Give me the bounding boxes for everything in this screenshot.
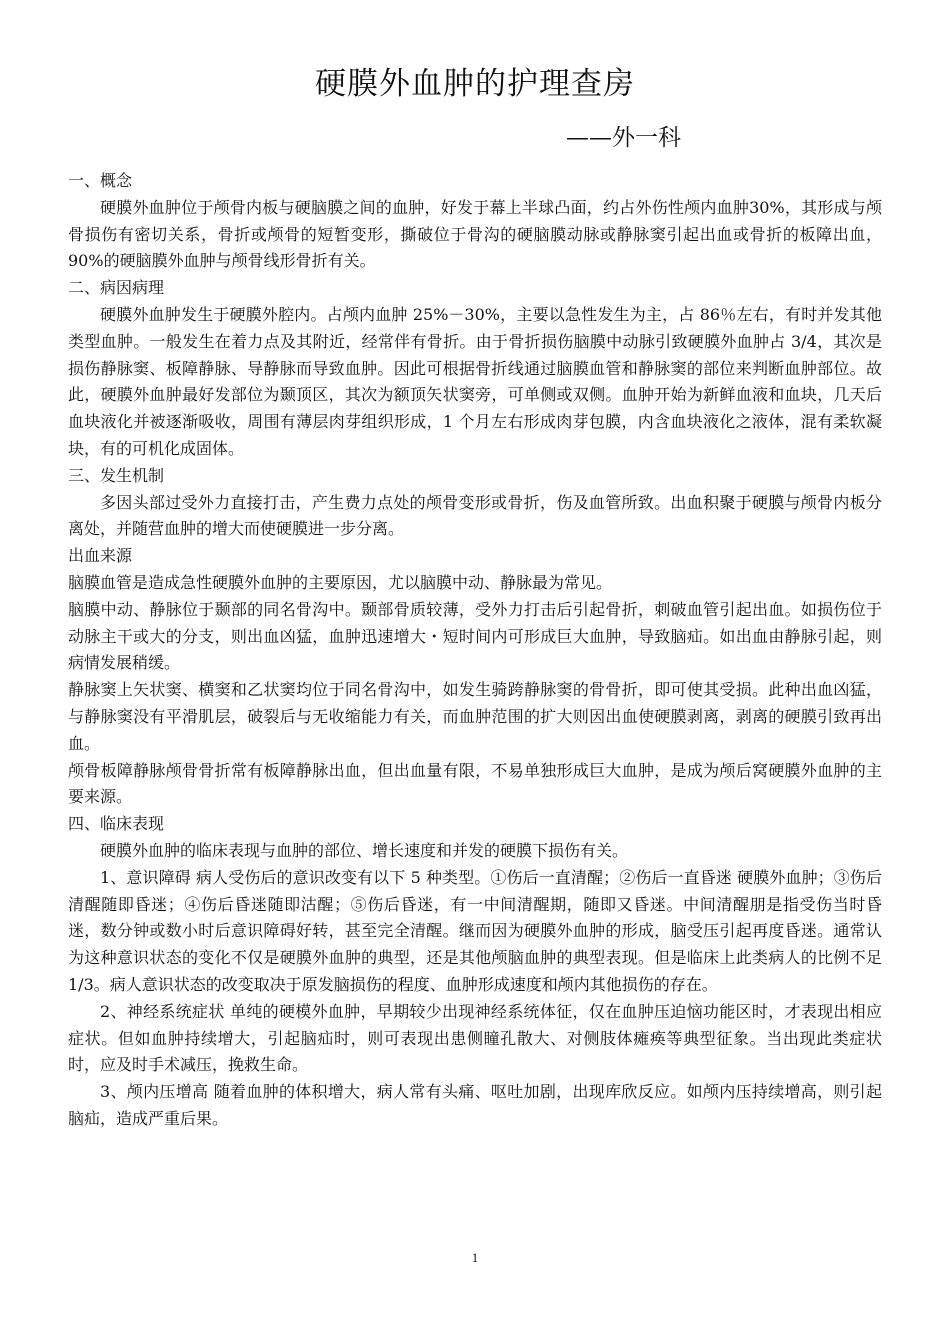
paragraph: 3、颅内压增高 随着血肿的体积增大，病人常有头痛、呕吐加剧，出现库欣反应。如颅内压持续增高，则引起脑疝，造成严重后果。 [68, 1082, 882, 1128]
section-heading: 一、概念 [68, 171, 133, 190]
paragraph: 静脉窦上矢状窦、横窦和乙状窦均位于同名骨沟中，如发生骑跨静脉窦的骨骨折，即可使其受损。此种出血凶猛，与静脉窦没有平滑肌层，破裂后与无收缩能力有关，而血肿范围的扩大则因出血使硬膜剥离，剥离的硬膜引致再出血。 [68, 680, 882, 753]
paragraph: 硬膜外血肿发生于硬膜外腔内。占颅内血肿 25%－30%，主要以急性发生为主，占 86％左右，有时并发其他类型血肿。一般发生在着力点及其附近，经常伴有骨折。由于骨折损伤脑膜中动脉引致硬膜外血肿占 3/4，其次是损伤静脉窦、板障静脉、导静脉而导致血肿。因此可根据骨折线通过脑膜血管和静脉窦的部位来判断血肿部位。故此，硬膜外血肿最好发部位为颞顶区，其次为额顶矢状窦旁，可单侧或双侧。血肿开始为新鲜血液和血块，几天后血块液化并被逐渐吸收，周围有薄层肉芽组织形成，1 个月左右形成肉芽包膜，内含血块液化之液体，混有柔软凝块，有的可机化成固体。 [68, 304, 882, 458]
document-subtitle: ——外一科 [566, 125, 681, 151]
paragraph: 多因头部过受外力直接打击，产生费力点处的颅骨变形或骨折，伤及血管所致。出血积聚于硬膜与颅骨内板分离处，并随营血肿的增大而使硬膜进一步分离。 [68, 492, 882, 539]
page-number: 1 [471, 1250, 479, 1265]
section-heading: 四、临床表现 [68, 814, 165, 834]
paragraph: 硬膜外血肿的临床表现与血肿的部位、增长速度和并发的硬膜下损伤有关。 [100, 840, 629, 860]
section-heading: 二、病因病理 [68, 278, 165, 298]
paragraph: 脑膜中动、静脉位于颞部的同名骨沟中。颞部骨质较薄，受外力打击后引起骨折，刺破血管引起出血。如损伤位于动脉主干或大的分支，则出血凶猛，血肿迅速增大・短时间内可形成巨大血肿，导致脑疝。如出血由静脉引起，则病情发展稍缓。 [68, 599, 882, 673]
section-heading: 三、发生机制 [68, 465, 165, 485]
paragraph: 2、神经系统症状 单纯的硬模外血肿，早期较少出现神经系统体征，仅在血肿压迫恼功能区时，才表现出相应症状。但如血肿持续增大，引起脑疝时，则可表现出患侧瞳孔散大、对侧肢体瘫痪等典型征象。当出现此类症状时，应及时手术减压，挽救生命。 [68, 1001, 882, 1075]
document-body [68, 168, 882, 1133]
document-title: 硬膜外血肿的护理查房 [315, 66, 635, 102]
paragraph: 硬膜外血肿位于颅骨内板与硬脑膜之间的血肿，好发于幕上半球凸面，约占外伤性颅内血肿30%，其形成与颅骨损伤有密切关系，骨折或颅骨的短暂变形，撕破位于骨沟的硬脑膜动脉或静脉窦引起出血或骨折的板障出血，90%的硬脑膜外血肿与颅骨线形骨折有关。 [68, 197, 882, 271]
subheading: 出血来源 [68, 546, 133, 566]
paragraph: 脑膜血管是造成急性硬膜外血肿的主要原因，尤以脑膜中动、静脉最为常见。 [68, 572, 613, 592]
paragraph: 1、意识障碍 病人受伤后的意识改变有以下 5 种类型。①伤后一直清醒；②伤后一直昏迷 硬膜外血肿；③伤后清醒随即昏迷；④伤后昏迷随即沽醒；⑤伤后昏迷，有一中间清醒期，随即又昏迷。中间清醒朋是指受伤当时昏迷，数分钟或数小时后意识障碍好转，甚至完全清醒。继而因为硬膜外血肿的形成，脑受压引起再度昏迷。通常认为这种意识状态的变化不仅是硬膜外血肿的典型，还是其他颅脑血肿的典型表现。但是临床上此类病人的比例不足 1/3。病人意识状态的改变取决于原发脑损伤的程度、血肿形成速度和颅内其他损伤的存在。 [68, 867, 882, 994]
paragraph: 颅骨板障静脉颅骨骨折常有板障静脉出血，但出血量有限，不易单独形成巨大血肿，是成为颅后窝硬膜外血肿的主要来源。 [68, 760, 882, 807]
